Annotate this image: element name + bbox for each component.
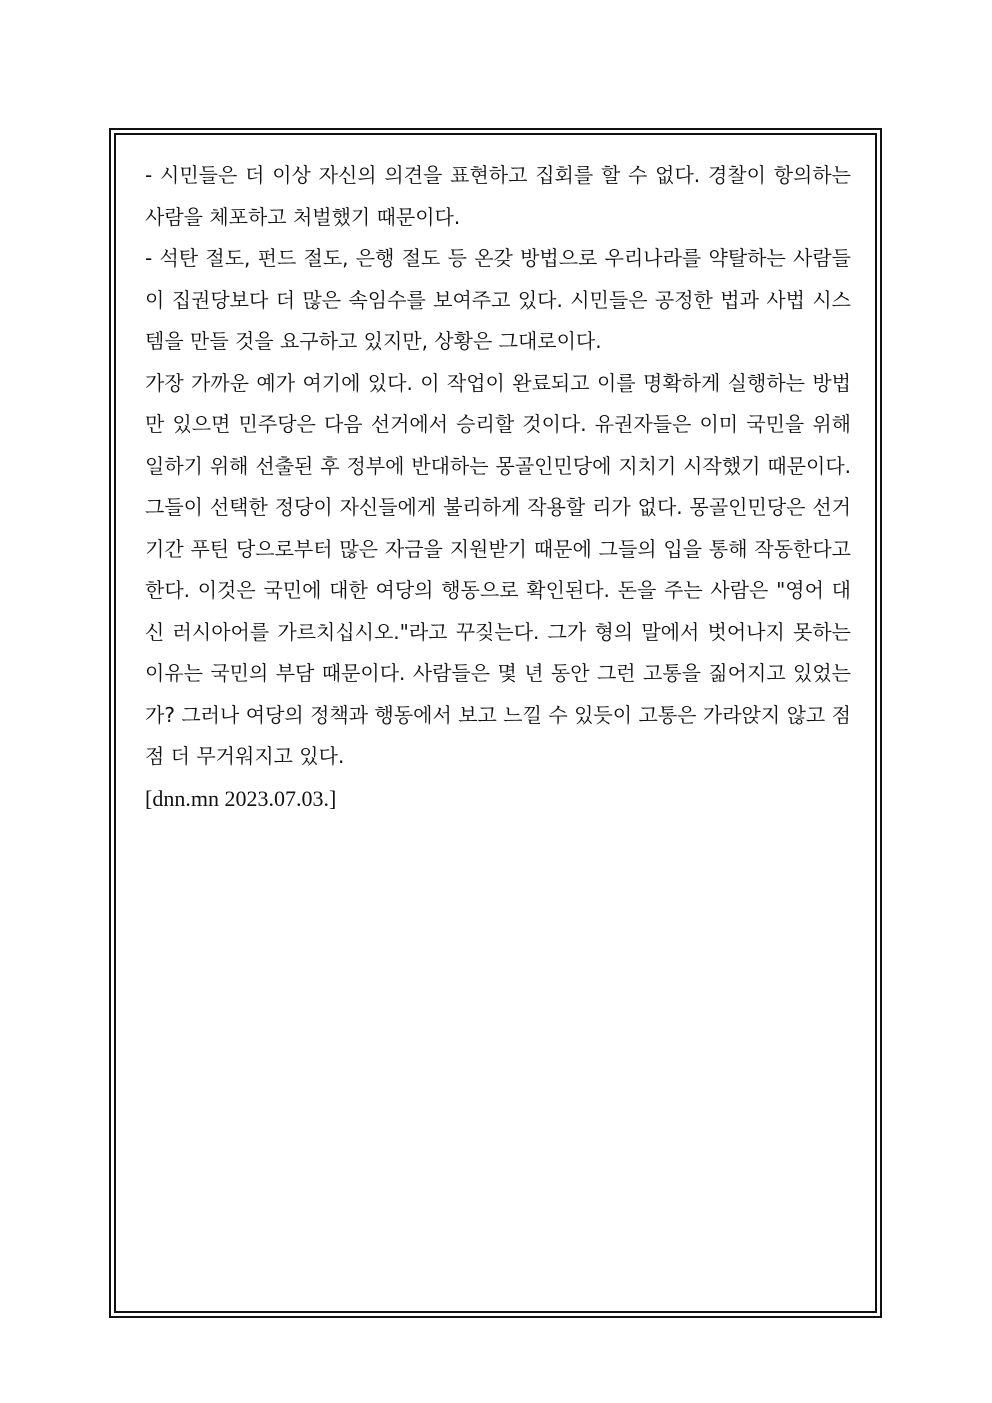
- paragraph-theft-corruption: - 석탄 절도, 펀드 절도, 은행 절도 등 온갖 방법으로 우리나라를 약탈하는 사람들이 집권당보다 더 많은 속임수를 보여주고 있다. 시민들은 공정한 법과 사법 시스템을 만들 것을 요구하고 있지만, 상황은 그대로이다.: [145, 246, 851, 353]
- paragraph-election-outlook: 가장 가까운 예가 여기에 있다. 이 작업이 완료되고 이를 명확하게 실행하는 방법만 있으면 민주당은 다음 선거에서 승리할 것이다. 유권자들은 이미 국민을 위해 일하기 위해 선출된 후 정부에 반대하는 몽골인민당에 지치기 시작했기 때문이다. 그들이 선택한 정당이 자신들에게 불리하게 작용할 리가 없다. 몽골인민당은 선거 기간 푸틴 당으로부터 많은 자금을 지원받기 때문에 그들의 입을 통해 작동한다고 한다. 이것은 국민에 대한 여당의 행동으로 확인된다. 돈을 주는 사람은 "영어 대신 러시아어를 가르치십시오."라고 꾸짖는다. 그가 형의 말에서 벗어나지 못하는 이유는 국민의 부담 때문이다. 사람들은 몇 년 동안 그런 고통을 짊어지고 있었는가? 그러나 여당의 정책과 행동에서 보고 느낄 수 있듯이 고통은 가라앉지 않고 점점 더 무거워지고 있다.: [145, 370, 851, 768]
- document-body: [145, 155, 851, 819]
- source-citation: [dnn.mn 2023.07.03.]: [145, 785, 337, 811]
- paragraph-protest-ban: - 시민들은 더 이상 자신의 의견을 표현하고 집회를 할 수 없다. 경찰이 항의하는 사람을 체포하고 처벌했기 때문이다.: [145, 163, 851, 229]
